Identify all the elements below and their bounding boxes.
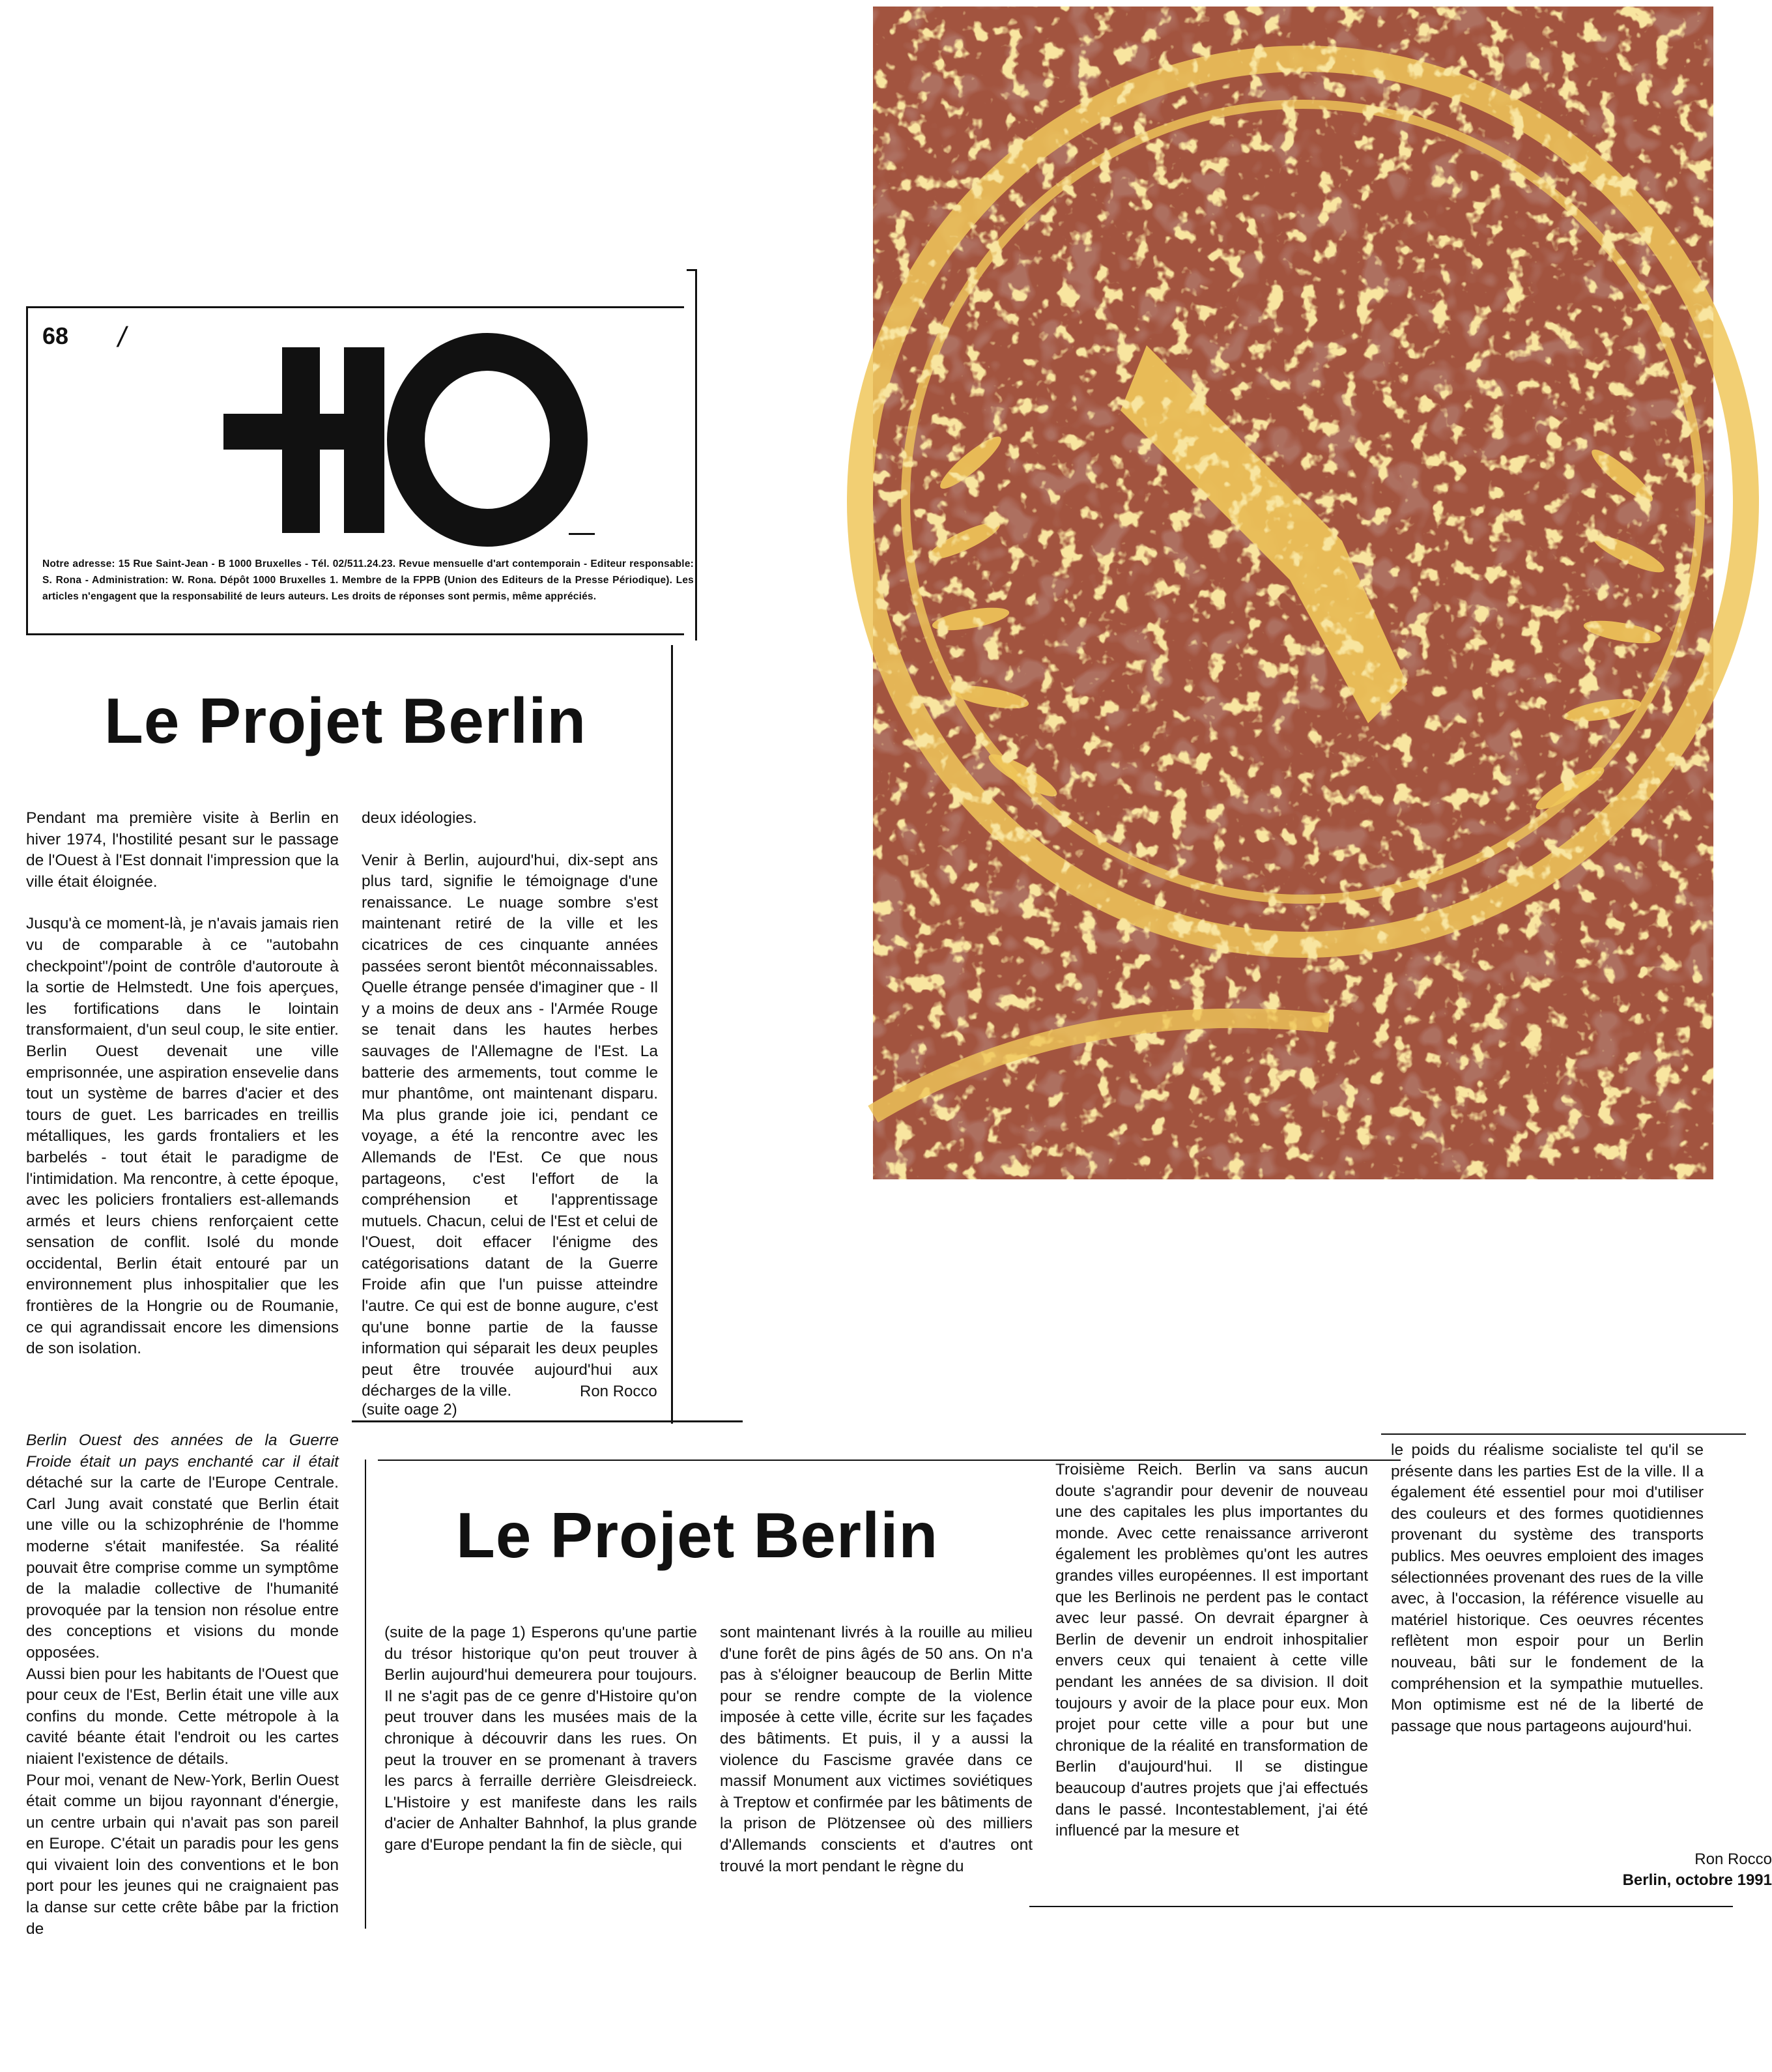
article-1-column-2 <box>362 808 658 1402</box>
paragraph: Pendant ma première visite à Berlin en hiver 1974, l'hostilité pesant sur le passage de l'Ouest à l'Est donnait l'impression que la ville était éloignée. <box>26 809 339 891</box>
article-2-column-4: le poids du réalisme socialiste tel qu'il se présente dans les parties Est de la ville. Il a également été essentiel pour moi d'utiliser des couleurs et des formes quotidiennes provenant du système des transports publics. Mes oeuvres emploient des images sélectionnées provenant des rues de la ville avec, à l'occasion, la référence visuelle au matériel historique. Ces oeuvres récentes reflètent mon espoir pour un Berlin nouveau, bâti sur le fondement de la compréhension et la sympathie mutuelles. Mon optimisme est né de la liberté de passage que nous partageons aujourd'hui. <box>1391 1441 1704 1735</box>
page-number: 68 <box>42 323 69 349</box>
left-rule <box>365 1460 366 1929</box>
paragraph: Aussi bien pour les habitants de l'Ouest que pour ceux de l'Est, Berlin était une ville aux confins du monde. Cette métropole à la cavité béante était l'endroit ou les cartes niaient l'existence de détails. <box>26 1665 339 1768</box>
paragraph: détaché sur la carte de l'Europe Centrale. Carl Jung avait constaté que Berlin était une ville ou la schizophrénie de l'homme moderne s'était manifestée. Sa réalité pouvait être comprise comme un symptôme de la maladie collective de l'humanité provoquée par la tension non résolue entre des conceptions et visions du monde opposées. <box>26 1474 339 1662</box>
article-2-title: Le Projet Berlin <box>456 1499 939 1571</box>
masthead-box <box>26 306 694 635</box>
column-rule <box>671 645 673 1424</box>
masthead-rule <box>695 269 697 640</box>
plus-10-logo <box>223 334 588 543</box>
paragraph: Pour moi, venant de New-York, Berlin Ouest était comme un bijou rayonnant d'énergie, un centre urbain qui n'avait pas son pareil en Europe. C'était un paradis pour les gens qui vivaient loin des conventions et le bon port pour les jeunes qui ne craignaient pas la danse sur cette crête bâbe par la friction de <box>26 1771 339 1938</box>
article-2-column-1: (suite de la page 1) Esperons qu'une partie du trésor historique qu'on peut trouver à Berlin aujourd'hui demeurera pour toujours. Il ne s'agit pas de ce genre d'Histoire qu'on peut trouver dans les musées mais de la chronique à découvrir dans les rues. On peut la trouver en se promenant à travers les parcs à ferraille derrière Gleisdreieck. L'Histoire y est manifeste dans les rails d'acier de Anhalter Bahnhof, la plus grande gare d'Europe pendant la fin de siècle, qui <box>384 1624 697 1854</box>
bottom-rule <box>352 1420 743 1422</box>
article-1-title: Le Projet Berlin <box>104 685 587 756</box>
article-1-signature: Ron Rocco <box>580 1383 657 1400</box>
italic-intro: Berlin Ouest des années de la Guerre Froide était un pays enchanté car il était <box>26 1432 339 1471</box>
article-2-signature: Ron Rocco <box>1694 1850 1772 1868</box>
place-date: Berlin, octobre 1991 <box>1622 1871 1772 1889</box>
artwork-image <box>873 7 1713 1179</box>
logo-dash <box>569 533 595 535</box>
top-rule-right <box>1381 1433 1746 1435</box>
article-2-column-2: sont maintenant livrés à la rouille au milieu d'une forêt de pins âgés de 50 ans. On n'a pas à s'éloigner beaucoup de Berlin Mitte pour se rendre compte de la violence imposée à cette ville, écrite sur les façades des bâtiments. Et puis, il y a aussi la violence du Fascisme gravée dans ce massif Monument aux victimes soviétiques à Treptow et confirmée par les bâtiments de la prison de Plötzensee où des milliers d'Allemands conscients et d'autres ont trouvé la mort pendant le règne du <box>720 1624 1033 1875</box>
artwork-photo <box>873 7 1713 1179</box>
paragraph: Venir à Berlin, aujourd'hui, dix-sept ans plus tard, signifie le témoignage d'une renaissance. Le nuage sombre s'est maintenant retiré de la ville et les cicatrices de ces cinquante années passées seront bientôt méconnaissables. Quelle étrange pensée d'imaginer que - Il y a moins de deux ans - l'Armée Rouge se tenait dans les hautes herbes sauvages de l'Allemagne de l'Est. La batterie des armements, tout comme le mur phantôme, ont maintenant disparu. Ma plus grande joie ici, pendant ce voyage, a été la rencontre avec les Allemands de l'Est. Ce que nous partageons, c'est l'effort de la compréhension et l'apprentissage mutuels. Chacun, celui de l'Est et celui de l'Ouest, doit effacer l'énigme des catégorisations datant de la Guerre Froide afin que l'un puisse atteindre l'autre. Ce qui est de bonne augure, c'est qu'une bonne partie de la fausse information qui séparait les deux peuples peut être trouvée aujourd'hui aux décharges de la ville. <box>362 851 658 1400</box>
slash-mark: / <box>118 321 126 353</box>
article-2 <box>365 1433 1772 1929</box>
bottom-rule <box>1029 1906 1733 1907</box>
article-1 <box>26 645 691 1427</box>
paragraph: deux idéologies. <box>362 809 478 827</box>
article-1-column-1 <box>26 808 339 1381</box>
masthead-rule-tick <box>687 269 697 271</box>
masthead-info: Notre adresse: 15 Rue Saint-Jean - B 1000 Bruxelles - Tél. 02/511.24.23. Revue mensuelle d'art contemporain - Editeur responsable: S. Rona - Administration: W. Rona. Dépôt 1000 Bruxelles 1. Membre de la FPPB (Union des Editeurs de la Presse Périodique). Les articles n'engagent que la responsabilité de leurs auteurs. Les droits de réponses sont permis, même appréciés. <box>42 558 694 602</box>
continued-note: (suite oage 2) <box>362 1401 457 1418</box>
continuation-column <box>26 1430 339 1940</box>
paragraph: Jusqu'à ce moment-là, je n'avais jamais rien vu de comparable à ce "autobahn checkpoint"/point de contrôle d'autoroute à la sortie de Helmstedt. Une fois aperçues, les fortifications dans le lointain transformaient, d'un seul coup, le site entier. Berlin Ouest devenait une ville emprisonnée, une aspiration ensevelie dans tout un système de barres d'acier et des tours de guet. Les barricades en treillis métalliques, les gards frontaliers et les barbelés - tout était le paradigme de l'intimidation. Ma rencontre, à cette époque, avec les policiers frontaliers est-allemands armés et leurs chiens renforçaient cette sensation de conflit. Isolé du monde occidental, Berlin était entouré par un environnement plus inhospitalier que les frontières de la Hongrie ou de Roumanie, ce qui agrandissait encore les dimensions de son isolation. <box>26 915 339 1358</box>
article-2-column-3: Troisième Reich. Berlin va sans aucun doute s'agrandir pour devenir de nouveau une des capitales les plus importantes du monde. Avec cette renaissance arriveront également les problèmes qu'ont les autres grandes villes européennes. Il est important que les Berlinois ne perdent pas le contact avec leur passé. On devrait épargner à Berlin de devenir un endroit inhospitalier envers ceux qui tenaient à cette ville pendant les années de sa division. Il doit toujours y avoir de la place pour eux. Mon projet pour cette ville a pour but une chronique de la réalité en transformation de Berlin d'aujourd'hui. Il se distingue beaucoup d'autres projets que j'ai effectués dans le passé. Incontestablement, j'ai été influencé par la mesure et <box>1055 1461 1368 1840</box>
